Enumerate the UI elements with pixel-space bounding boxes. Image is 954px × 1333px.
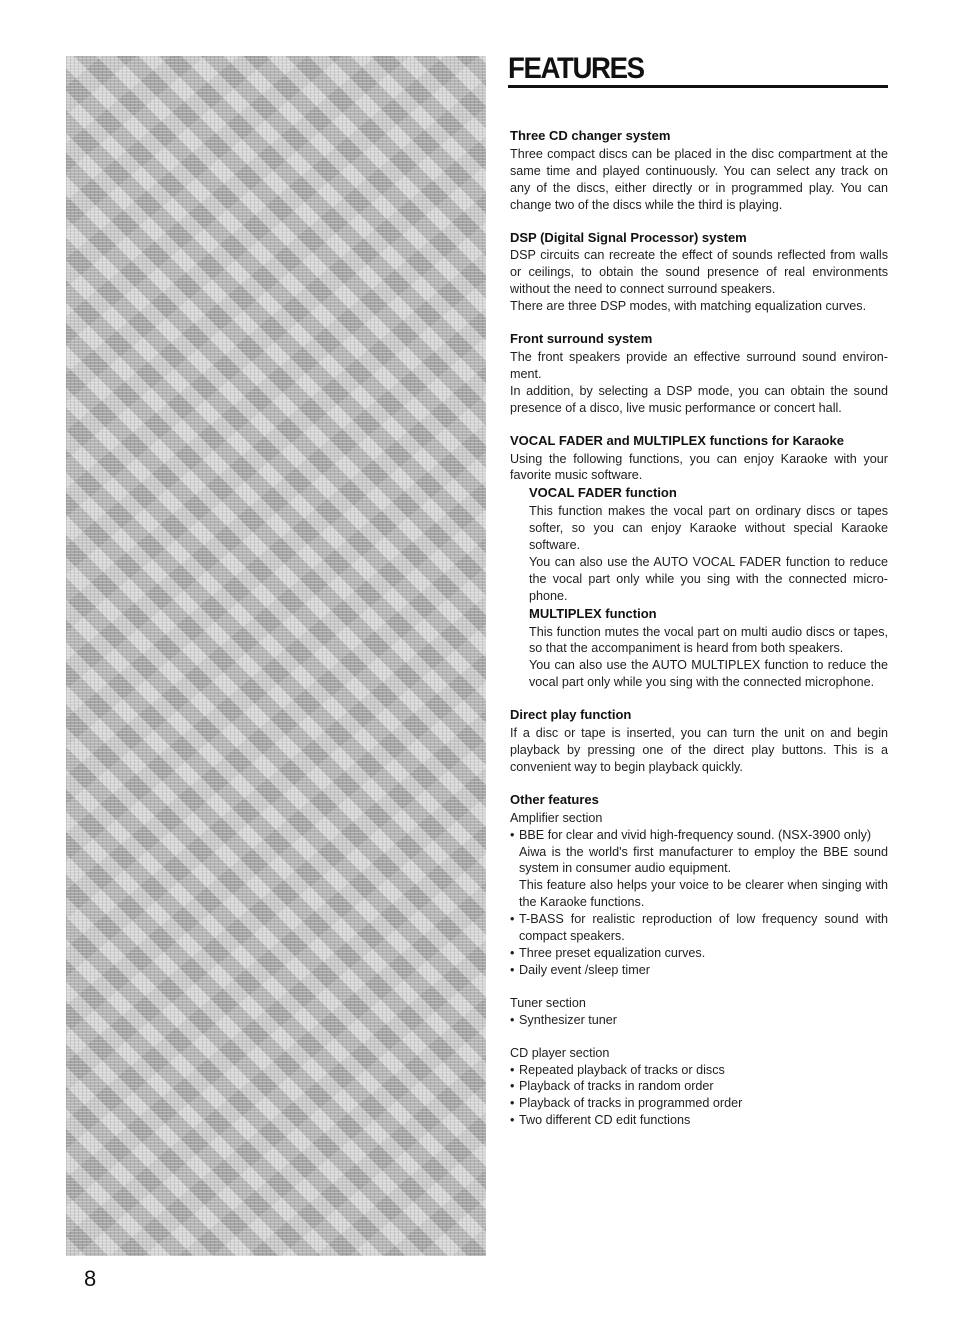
section-title: Three CD changer system	[510, 128, 671, 143]
group-label: CD player section	[510, 1045, 610, 1060]
section-body: If a disc or tape is inserted, you can turn the unit on and begin playback by pressing one of the direct play buttons. This is a convenient way to begin playback quickly.	[510, 726, 888, 774]
amplifier-section	[510, 810, 888, 979]
features-content	[510, 128, 888, 1145]
list-item	[510, 1012, 888, 1029]
subsection-body: This function makes the vocal part on ordinary discs or tapes softer, so you can enjoy Karaoke without special Karaoke software.	[529, 504, 888, 553]
list-item	[510, 962, 888, 979]
section-other-features	[510, 792, 888, 1129]
list-item	[510, 1062, 888, 1079]
list-item-text: Synthesizer tuner	[519, 1012, 618, 1027]
list-item	[510, 827, 888, 844]
section-body: Three compact discs can be placed in the disc compartment at the same time and played continuously. You can select any track on any of the discs, either directly or in programmed play. You can change two of the discs while the third is playing.	[510, 146, 888, 212]
section-title: Other features	[510, 791, 599, 807]
subsection-vocal-fader	[510, 485, 888, 604]
list-item-text: T-BASS for realistic reproduction of low frequency sound with compact speakers.	[519, 912, 888, 944]
list-item-text: Three preset equalization curves.	[519, 945, 706, 960]
subsection-title: MULTIPLEX function	[529, 605, 657, 621]
feature-list	[510, 1062, 888, 1130]
section-body: There are three DSP modes, with matching equalization curves.	[510, 299, 867, 314]
tuner-section	[510, 995, 888, 1029]
list-item	[510, 911, 888, 945]
section-body: Using the following functions, you can enjoy Karaoke with your favorite music software.	[510, 451, 888, 483]
subsection-multiplex	[510, 606, 888, 692]
section-vocal-fader-multiplex	[510, 433, 888, 692]
section-body: DSP circuits can recreate the effect of sounds reflected from walls or ceilings, to obtain the sound presence of real environments without the need to connect surround speakers.	[510, 248, 888, 297]
feature-list	[510, 911, 888, 979]
section-direct-play	[510, 707, 888, 776]
group-label: Tuner section	[510, 995, 586, 1010]
decorative-texture-panel	[66, 56, 486, 1256]
section-title: DSP (Digital Signal Processor) system	[510, 229, 747, 245]
list-item-continuation: This feature also helps your voice to be clearer when singing with the Karaoke functions.	[519, 878, 888, 910]
cd-player-section	[510, 1045, 888, 1130]
page-title: FEATURES	[508, 52, 644, 85]
list-item-text: Playback of tracks in programmed order	[519, 1096, 743, 1111]
title-underline	[508, 85, 888, 88]
section-body: In addition, by selecting a DSP mode, you can obtain the sound presence of a disco, live music performance or concert hall.	[510, 383, 888, 415]
list-item-text: Two different CD edit functions	[519, 1113, 691, 1128]
section-front-surround	[510, 331, 888, 417]
list-item-text: BBE for clear and vivid high-frequency sound. (NSX-3900 only)	[519, 827, 872, 842]
feature-list	[510, 1012, 888, 1029]
section-dsp	[510, 230, 888, 316]
group-label: Amplifier section	[510, 810, 603, 825]
section-body: The front speakers provide an effective surround sound environ-ment.	[510, 349, 888, 381]
subsection-body: You can also use the AUTO VOCAL FADER function to reduce the vocal part only while you sing with the connected micro-phone.	[529, 554, 888, 603]
list-item	[510, 1112, 888, 1129]
list-item-continuation: Aiwa is the world's first manufacturer to employ the BBE sound system in consumer audio equipment.	[519, 844, 888, 876]
section-title: Direct play function	[510, 707, 632, 723]
list-item-text: Playback of tracks in random order	[519, 1079, 714, 1094]
section-title: Front surround system	[510, 331, 653, 347]
feature-list	[510, 827, 888, 844]
list-item-text: Daily event /sleep timer	[519, 962, 650, 977]
subsection-body: You can also use the AUTO MULTIPLEX function to reduce the vocal part only while you sing with the connected microphone.	[529, 658, 888, 690]
page-number: 8	[84, 1266, 97, 1291]
list-item	[510, 1095, 888, 1112]
section-three-cd	[510, 128, 888, 214]
subsection-body: This function mutes the vocal part on multi audio discs or tapes, so that the accompaniment is heard from both speakers.	[529, 624, 888, 656]
list-item	[510, 945, 888, 962]
subsection-title: VOCAL FADER function	[529, 485, 677, 501]
section-title: VOCAL FADER and MULTIPLEX functions for Karaoke	[510, 432, 844, 448]
list-item	[510, 1078, 888, 1095]
list-item-text: Repeated playback of tracks or discs	[519, 1062, 725, 1077]
